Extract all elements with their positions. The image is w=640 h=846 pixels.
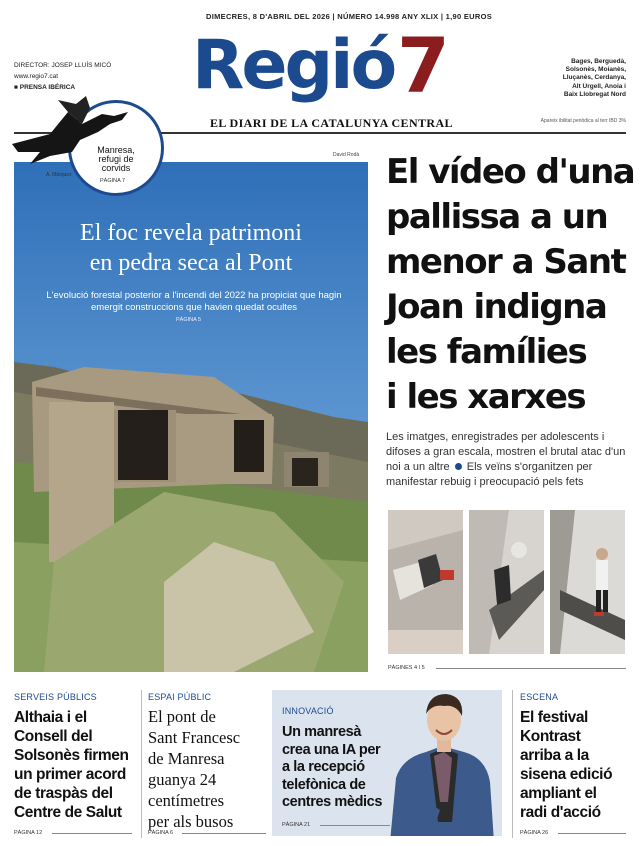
category-label[interactable]: SERVEIS PÚBLICS bbox=[14, 692, 97, 702]
newspaper-logo[interactable] bbox=[192, 21, 452, 110]
main-dek-part: Els veïns s'organitzen per manifestar rebuig i preocupació pels fets bbox=[386, 461, 593, 488]
publisher-group-label: PRENSA IBÉRICA bbox=[19, 84, 76, 91]
divider bbox=[320, 825, 390, 826]
headline-line: guanya 24 bbox=[148, 770, 217, 789]
story-headline[interactable] bbox=[282, 724, 422, 812]
headline-line: El pont de bbox=[148, 707, 216, 726]
teaser-credit: A. Márquez bbox=[46, 172, 72, 178]
publisher-group bbox=[14, 84, 75, 91]
tagline: EL DIARI DE LA CATALUNYA CENTRAL bbox=[210, 116, 453, 130]
headline-line: un primer acord bbox=[14, 766, 126, 783]
headline-line: Sant Francesc bbox=[148, 728, 241, 747]
column-divider bbox=[141, 690, 142, 838]
video-still-3[interactable] bbox=[550, 510, 625, 654]
photo-headline[interactable] bbox=[14, 218, 368, 278]
county-line: Solsonès, Moianès, bbox=[565, 66, 626, 74]
main-dek bbox=[386, 430, 632, 490]
photo-credit: David Rodà bbox=[333, 152, 360, 158]
divider bbox=[182, 833, 266, 834]
audit-note: Apareix ibilitat periòdica al terr IBD 3% bbox=[540, 118, 626, 124]
teaser-line: refugi de bbox=[98, 154, 134, 164]
teaser-page-ref[interactable]: PÀGINA 7 bbox=[100, 178, 126, 184]
county-list bbox=[531, 58, 626, 99]
main-headline-line: les famílies bbox=[386, 332, 587, 372]
page-ref[interactable]: PÀGINA 26 bbox=[520, 830, 549, 836]
dateline: DIMECRES, 8 D'ABRIL DEL 2026 | NÚMERO 14.998 ANY XLIX | 1,90 EUROS bbox=[206, 12, 493, 21]
main-headline[interactable] bbox=[386, 150, 636, 420]
county-line: Lluçanès, Cerdanya, bbox=[562, 74, 626, 82]
page-ref[interactable]: PÀGINA 21 bbox=[282, 822, 311, 828]
photo-headline-line: El foc revela patrimoni bbox=[80, 220, 302, 246]
video-still-1[interactable] bbox=[388, 510, 463, 654]
county-line: Baix Llobregat Nord bbox=[563, 90, 626, 98]
divider bbox=[52, 833, 132, 834]
headline-line: centres mèdics bbox=[282, 794, 382, 810]
headline-line: Un manresà bbox=[282, 724, 362, 740]
headline-line: per als busos bbox=[148, 812, 234, 831]
headline-line: Consell del bbox=[14, 728, 93, 745]
headline-line: El festival bbox=[520, 709, 588, 726]
divider bbox=[558, 833, 626, 834]
main-headline-line: Joan indigna bbox=[386, 287, 607, 327]
teaser-line: Manresa, bbox=[97, 145, 135, 155]
headline-line: crea una IA per bbox=[282, 741, 381, 758]
photo-dek: L'evolució forestal posterior a l'incendi del 2022 ha propiciat que hagin emergit construccions que havien quedat ocultes bbox=[46, 290, 342, 313]
photo-page-ref[interactable]: PÀGINA 5 bbox=[176, 317, 202, 323]
county-line: Bages, Berguedà, bbox=[571, 58, 626, 65]
headline-line: Kontrast bbox=[520, 728, 581, 745]
county-line: Alt Urgell, Anoia i bbox=[572, 82, 626, 90]
bullet-icon bbox=[455, 463, 462, 470]
headline-line: a la recepció bbox=[282, 759, 365, 775]
story-headline[interactable] bbox=[14, 708, 139, 822]
main-headline-line: menor a Sant bbox=[386, 242, 626, 282]
divider bbox=[436, 668, 626, 669]
column-divider bbox=[512, 690, 513, 838]
story-headline[interactable] bbox=[148, 706, 268, 832]
headline-line: sisena edició bbox=[520, 766, 613, 783]
headline-line: Althaia i el bbox=[14, 709, 87, 726]
category-label[interactable]: ESCENA bbox=[520, 692, 559, 702]
headline-line: radi d'acció bbox=[520, 804, 601, 821]
headline-line: ampliant el bbox=[520, 785, 597, 802]
promo-box[interactable] bbox=[272, 690, 502, 836]
main-headline-line: El vídeo d'una bbox=[386, 152, 635, 192]
logo-number: 7 bbox=[397, 21, 450, 110]
headline-line: de Manresa bbox=[148, 749, 225, 768]
category-label[interactable]: ESPAI PÚBLIC bbox=[148, 692, 212, 702]
page-ref[interactable]: PÀGINA 12 bbox=[14, 830, 43, 836]
headline-line: arriba a la bbox=[520, 747, 589, 764]
headline-line: telefònica de bbox=[282, 776, 366, 793]
main-headline-line: pallissa a un bbox=[386, 197, 608, 237]
main-headline-line: i les xarxes bbox=[386, 377, 586, 417]
page-ref[interactable]: PÀGINA 6 bbox=[148, 830, 174, 836]
prensa-iberica-icon: ■ bbox=[14, 84, 20, 91]
headline-line: Centre de Salut bbox=[14, 804, 122, 821]
headline-line: Solsonès firmen bbox=[14, 747, 129, 764]
video-still-2[interactable] bbox=[469, 510, 544, 654]
teaser-text[interactable] bbox=[86, 146, 146, 173]
director-credit: DIRECTOR: JOSEP LLUÍS MICÓ bbox=[14, 62, 112, 69]
teaser-line: corvids bbox=[101, 163, 131, 173]
photo-headline-line: en pedra seca al Pont bbox=[89, 250, 293, 276]
main-dek-part: Les imatges, enregistrades per adolescents i difoses a gran escala, mostren el brutal atac d'un noi a un altre bbox=[386, 431, 626, 473]
headline-line: centímetres bbox=[148, 791, 225, 810]
logo-name: Regió bbox=[192, 26, 395, 105]
website-link[interactable]: www.regio7.cat bbox=[14, 73, 59, 80]
headline-line: de traspàs del bbox=[14, 785, 113, 802]
story-headline[interactable] bbox=[520, 708, 630, 822]
category-label[interactable]: INNOVACIÓ bbox=[282, 706, 334, 716]
main-page-ref[interactable]: PÀGINES 4 I 5 bbox=[388, 665, 425, 671]
